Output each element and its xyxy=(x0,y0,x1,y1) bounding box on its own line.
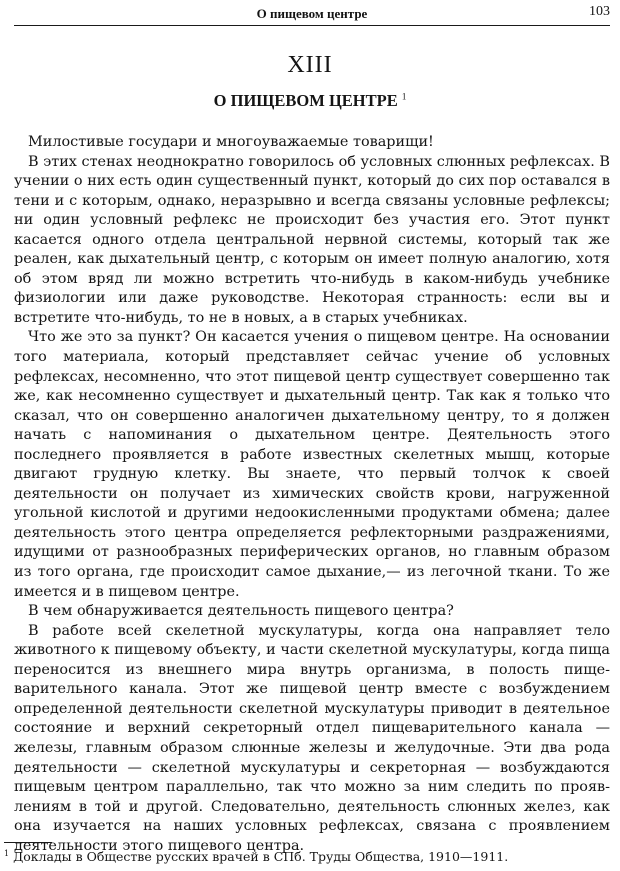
running-header xyxy=(14,3,610,26)
paragraph-question: В чем обнаруживается деятельность пищевого центра? xyxy=(28,603,454,620)
chapter-title xyxy=(0,91,620,111)
page-number: 103 xyxy=(589,4,610,19)
paragraph-intro: В этих стенах неоднократно говорилось об условных слюнных рефлексах. В учении о них есть один существенный пункт, который до сих пор оставался в тени и с которым, однако, неразрывно и всегда связаны условные рефлексы; ни один условный рефлекс не происходит без участия его. Этот пункт касается одного отдела центральной нервной системы, который так же реален, как дыхательный центр, с которым он имеет полную аналогию, хотя об этом вряд ли можно встретить что-нибудь в каком-нибудь учебнике физиологии или даже руководстве. Некоторая странность: если вы и встретите что-нибудь, то не в новых, а в старых учебниках. xyxy=(14,153,610,326)
body-text xyxy=(14,133,610,856)
chapter-title-text: О ПИЩЕВОМ ЦЕНТРЕ xyxy=(213,91,398,110)
paragraph-food-center-activity: В работе всей скелетной мускулатуры, когда она направляет тело животного к пищевому объекту, и части скелетной мускулатуры, когда пища переносится из внешнего мира внутрь организма, в полость пищеварительного канала. Этот же пищевой центр вместе с возбуждением определенной деятельности скелетной мускулатуры приводит в деятельное состояние и верхний секреторный отдел пищеварительного канала — железы, главным образом слюнные железы и желудочные. Эти два рода деятельности — скелетной мускулатуры и секреторная — возбуждаются пищевым центром параллельно, так что можно за ним следить по проявлениям в той и другой. Следовательно, деятельность слюнных желез, как она изучается на наших условных рефлексах, связана с проявлением деятельности этого пищевого центра. xyxy=(14,622,610,854)
footnote-mark: 1 xyxy=(4,849,10,858)
paragraph-salutation: Милостивые государи и многоуважаемые товарищи! xyxy=(28,134,434,150)
footnote-reference[interactable]: 1 xyxy=(401,91,407,102)
footnote-text: Доклады в Обществе русских врачей в СПб. Труды Общества, 1910—1911. xyxy=(13,849,509,865)
paragraph-respiratory-analogy: Что же это за пункт? Он касается учения о пищевом центре. На основании того материала, который представляет сейчас учение об условных рефлексах, несомненно, что этот пищевой центр существует совершенно так же, как несомненно существует и дыхательный центр. Так как я только что сказал, что он совершенно аналогичен дыхательному центру, то я должен начать с напоминания о дыхательном центре. Деятельность этого последнего проявляется в работе известных скелетных мышц, которые двигают грудную клетку. Вы знаете, что первый толчок к своей деятельности он получает из химических свойств крови, нагруженной угольной кислотой и другими недоокисленными продуктами обмена; далее деятельность этого центра определяется рефлекторными раздражениями, идущими от разнообразных периферических органов, но главным образом из того органа, где происходит самое дыхание,— из легочной ткани. То же имеется и в пищевом центре. xyxy=(14,329,610,600)
footnote-divider xyxy=(4,842,52,843)
footnote xyxy=(4,849,508,864)
running-title: О пищевом центре xyxy=(256,6,368,21)
chapter-number: XIII xyxy=(287,52,333,78)
